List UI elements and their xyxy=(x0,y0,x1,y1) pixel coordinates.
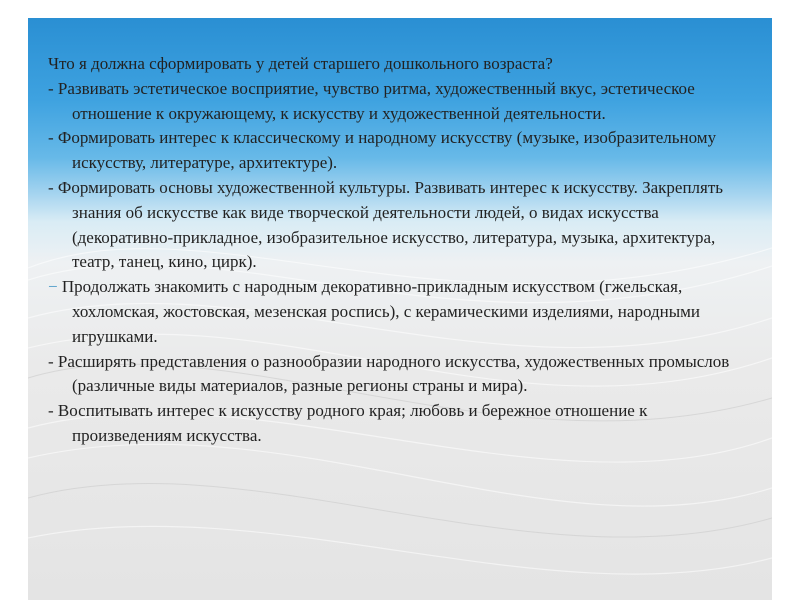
list-marker: - xyxy=(48,128,58,148)
list-item-text: Воспитывать интерес к искусству родного края; любовь и бережное отношение к произведениям искусства. xyxy=(57,401,648,445)
list-item-text: Формировать основы художественной культуры. Развивать интерес к искусству. Закреплять знания об искусстве как виде творческой деятельности людей, о видах искусства (декоративно-прикладное, изобразительное искусство, литература, музыка, архитектура, театр, танец, кино, цирк). xyxy=(57,177,724,272)
list-item xyxy=(48,126,748,176)
list-item xyxy=(48,275,748,349)
list-item xyxy=(48,399,748,449)
list-marker: - xyxy=(48,401,58,421)
list-marker: − xyxy=(48,277,62,297)
list-item-text: Формировать интерес к классическому и народному искусству (музыке, изобразительному искусству, литературе, архитектуре). xyxy=(57,128,717,173)
list-item-text: Развивать эстетическое восприятие, чувство ритма, художественный вкус, эстетическое отношение к окружающему, к искусству и художественной деятельности. xyxy=(57,78,695,123)
slide-heading: Что я должна сформировать у детей старшего дошкольного возраста? xyxy=(48,54,553,73)
list-marker: - xyxy=(48,78,58,98)
list-item-text: Продолжать знакомить с народным декоративно-прикладным искусством (гжельская, хохломская, жостовская, мезенская роспись), с керамическими изделиями, народными игрушками. xyxy=(61,277,700,346)
list-item xyxy=(48,77,748,127)
list-item xyxy=(48,176,748,275)
list-item xyxy=(48,350,748,400)
list-marker: - xyxy=(48,177,58,197)
slide-body xyxy=(48,52,748,449)
slide xyxy=(28,18,772,600)
list-item-text: Расширять представления о разнообразии народного искусства, художественных промыслов (различные виды материалов, разные регионы страны и мира). xyxy=(57,351,730,396)
list-marker: - xyxy=(48,351,58,371)
